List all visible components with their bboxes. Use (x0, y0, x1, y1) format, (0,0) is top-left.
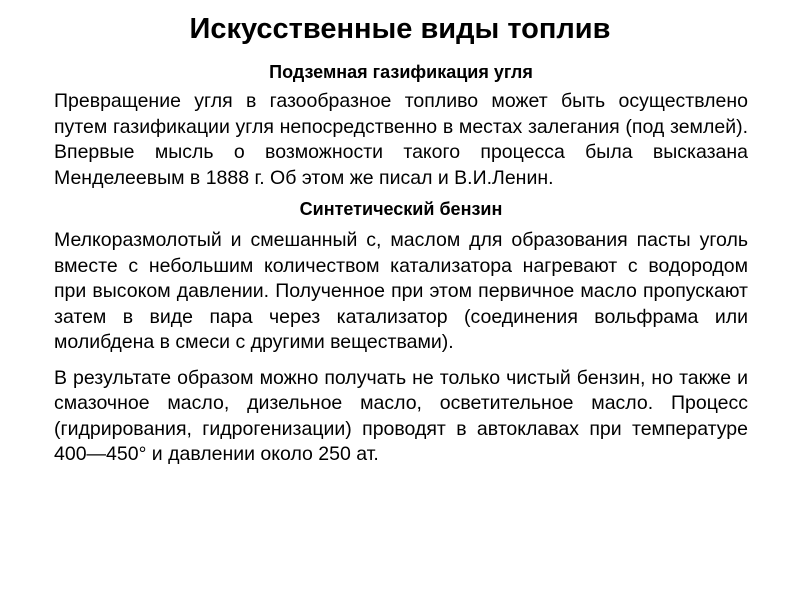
slide-content (54, 60, 748, 474)
slide-title: Искусственные виды топлив (189, 13, 611, 45)
section-heading-underground-gasification: Подземная газификация угля (269, 62, 533, 82)
paragraph-synthetic-result: В результате образом можно получать не только чистый бензин, но также и смазочное масло, дизельное масло, осветительное масло. Процесс (гидрирования, гидрогенизации) проводят в автоклавах при температуре 400—450° и давлении около 250 ат. (54, 366, 748, 465)
paragraph-gasification: Превращение угля в газообразное топливо может быть осуществлено путем газификации угля непосредственно в местах залегания (под землей). Впервые мысль о возможности такого процесса была высказана Менделеевым в 1888 г. Об этом же писал и В.И.Ленин. (54, 90, 748, 189)
paragraph-synthetic-process: Мелкоразмолотый и смешанный с, маслом для образования пасты уголь вместе с небольшим количеством катализатора нагревают с водородом при высоком давлении. Полученное при этом первичное масло пропускают затем в виде пара через катализатор (соединения вольфрама или молибдена в смеси с другими веществами). (54, 229, 748, 353)
section-heading-synthetic-gasoline: Синтетический бензин (299, 199, 503, 219)
